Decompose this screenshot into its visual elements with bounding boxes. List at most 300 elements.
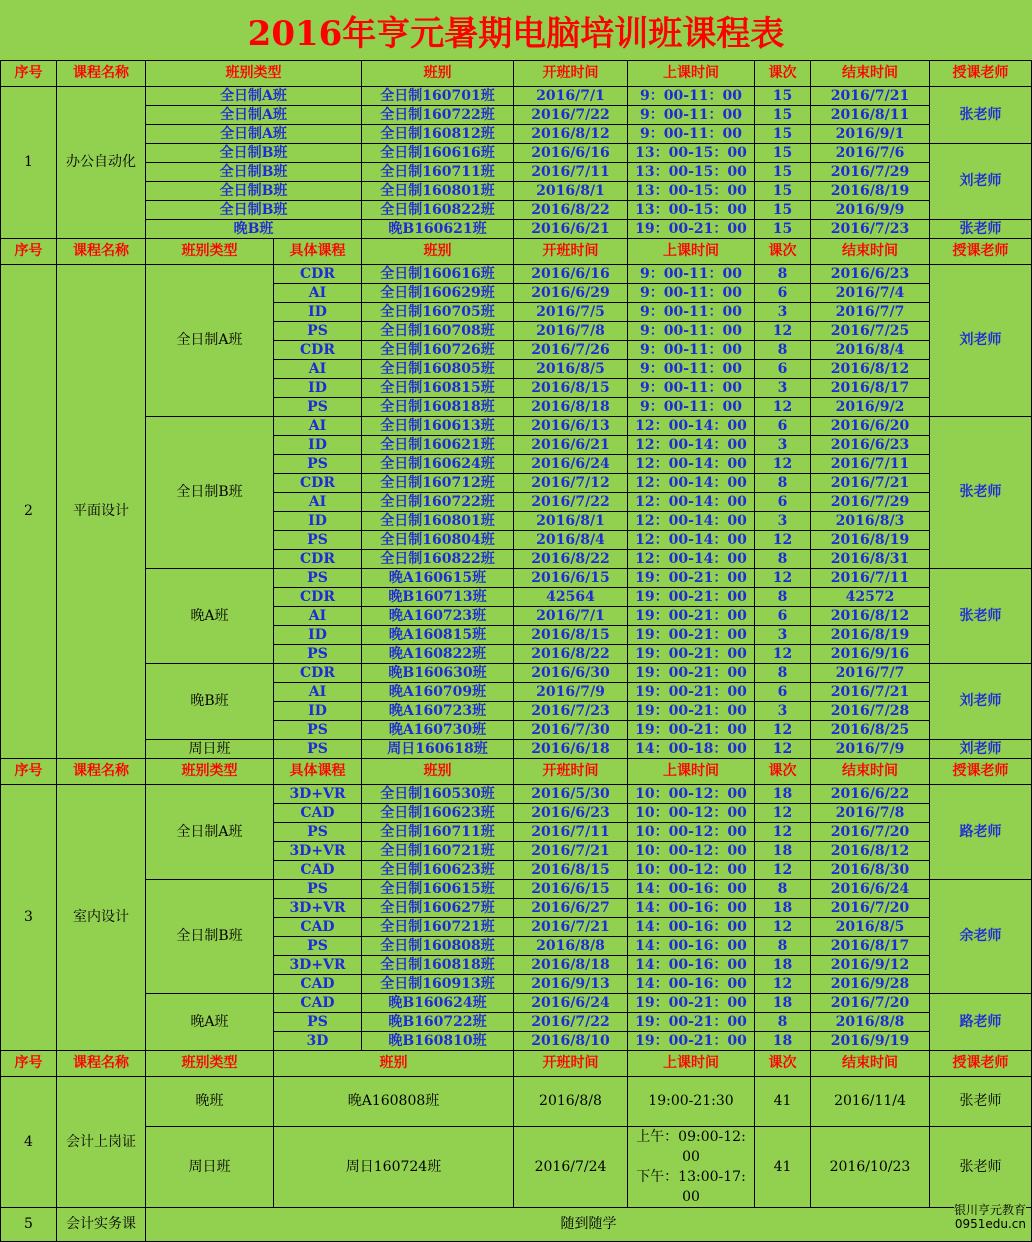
sub-course-cell: ID: [274, 436, 362, 455]
end-date-cell: 2016/8/31: [811, 550, 930, 569]
time-cell: 13：00-15：00: [628, 201, 755, 220]
class-cell: 全日制160705班: [362, 303, 514, 322]
time-cell: 14：00-16：00: [628, 937, 755, 956]
time-cell: 12：00-14：00: [628, 455, 755, 474]
time-cell: 14：00-16：00: [628, 956, 755, 975]
header-teacher: 授课老师: [930, 759, 1032, 785]
teacher-cell: 刘老师: [930, 144, 1032, 220]
start-date-cell: 2016/6/15: [514, 569, 628, 588]
end-date-cell: 2016/7/29: [811, 163, 930, 182]
header-time: 上课时间: [628, 1051, 755, 1077]
end-date-cell: 2016/7/28: [811, 702, 930, 721]
sub-course-cell: CDR: [274, 550, 362, 569]
header-course: 课程名称: [57, 61, 146, 87]
lessons-cell: 8: [755, 880, 811, 899]
end-date-cell: 2016/9/16: [811, 645, 930, 664]
class-cell: 全日制160818班: [362, 956, 514, 975]
header-course: 课程名称: [57, 1051, 146, 1077]
header-start: 开班时间: [514, 1051, 628, 1077]
time-cell: 9：00-11：00: [628, 379, 755, 398]
class-cell: 周日160724班: [274, 1127, 514, 1208]
start-date-cell: 2016/7/22: [514, 1013, 628, 1032]
header-row: [1, 239, 1032, 265]
time-cell: 10：00-12：00: [628, 804, 755, 823]
time-cell: 10：00-12：00: [628, 785, 755, 804]
sub-course-cell: CAD: [274, 918, 362, 937]
start-date-cell: 2016/6/29: [514, 284, 628, 303]
lessons-cell: 15: [755, 106, 811, 125]
table-row: [1, 265, 1032, 284]
table-row: [1, 417, 1032, 436]
table-row: [1, 1208, 1032, 1242]
class-cell: 全日制160621班: [362, 436, 514, 455]
start-date-cell: 2016/8/18: [514, 398, 628, 417]
class-cell: 晚A160730班: [362, 721, 514, 740]
sub-course-cell: CDR: [274, 265, 362, 284]
class-cell: 全日制160711班: [362, 163, 514, 182]
end-date-cell: 2016/6/22: [811, 785, 930, 804]
end-date-cell: 2016/7/20: [811, 994, 930, 1013]
end-date-cell: 2016/7/23: [811, 220, 930, 239]
start-date-cell: 2016/8/22: [514, 550, 628, 569]
time-cell: 19：00-21：00: [628, 702, 755, 721]
lessons-cell: 12: [755, 740, 811, 759]
end-date-cell: 2016/7/11: [811, 569, 930, 588]
sub-course-cell: 3D+VR: [274, 785, 362, 804]
time-cell: 9：00-11：00: [628, 322, 755, 341]
sub-course-cell: PS: [274, 721, 362, 740]
header-class-type: 班别类型: [146, 1051, 274, 1077]
end-date-cell: 2016/8/4: [811, 341, 930, 360]
sub-course-cell: CAD: [274, 975, 362, 994]
class-cell: 全日制160808班: [362, 937, 514, 956]
header-course: 课程名称: [57, 239, 146, 265]
table-row: [1, 163, 1032, 182]
header-lessons: 课次: [755, 61, 811, 87]
class-cell: 全日制160701班: [362, 87, 514, 106]
class-cell: 全日制160629班: [362, 284, 514, 303]
time-cell: 9：00-11：00: [628, 284, 755, 303]
lessons-cell: 18: [755, 899, 811, 918]
time-cell: [628, 1127, 755, 1208]
header-teacher: 授课老师: [930, 1051, 1032, 1077]
lessons-cell: 3: [755, 702, 811, 721]
start-date-cell: 2016/6/16: [514, 144, 628, 163]
lessons-cell: 12: [755, 322, 811, 341]
class-cell: 晚B160621班: [362, 220, 514, 239]
lessons-cell: 3: [755, 512, 811, 531]
lessons-cell: 15: [755, 182, 811, 201]
start-date-cell: 2016/7/11: [514, 163, 628, 182]
header-course: 课程名称: [57, 759, 146, 785]
sub-course-cell: AI: [274, 360, 362, 379]
header-end: 结束时间: [811, 239, 930, 265]
lessons-cell: 12: [755, 645, 811, 664]
time-cell: 9：00-11：00: [628, 106, 755, 125]
lessons-cell: 3: [755, 303, 811, 322]
header-time: 上课时间: [628, 61, 755, 87]
sub-course-cell: AI: [274, 493, 362, 512]
lessons-cell: 3: [755, 626, 811, 645]
start-date-cell: 2016/7/21: [514, 918, 628, 937]
lessons-cell: 6: [755, 493, 811, 512]
teacher-cell: 余老师: [930, 880, 1032, 994]
lessons-cell: 12: [755, 398, 811, 417]
class-type-cell: 全日制A班: [146, 265, 274, 417]
end-date-cell: 2016/8/5: [811, 918, 930, 937]
sub-course-cell: PS: [274, 1013, 362, 1032]
start-date-cell: 2016/7/11: [514, 823, 628, 842]
sub-course-cell: AI: [274, 683, 362, 702]
header-time: 上课时间: [628, 759, 755, 785]
sub-course-cell: PS: [274, 322, 362, 341]
lessons-cell: 15: [755, 220, 811, 239]
sub-course-cell: CDR: [274, 588, 362, 607]
sub-course-cell: CAD: [274, 994, 362, 1013]
class-cell: 周日160618班: [362, 740, 514, 759]
end-date-cell: 2016/8/8: [811, 1013, 930, 1032]
table-row: [1, 106, 1032, 125]
header-class: 班别: [274, 1051, 514, 1077]
header-row: [1, 61, 1032, 87]
teacher-cell: 张老师: [930, 1127, 1032, 1208]
lessons-cell: 15: [755, 163, 811, 182]
sub-course-cell: ID: [274, 626, 362, 645]
end-date-cell: 2016/7/21: [811, 683, 930, 702]
end-date-cell: 2016/10/23: [811, 1127, 930, 1208]
lessons-cell: 12: [755, 531, 811, 550]
class-cell: 全日制160726班: [362, 341, 514, 360]
time-cell: 9：00-11：00: [628, 398, 755, 417]
time-cell: 12：00-14：00: [628, 550, 755, 569]
time-cell: 13：00-15：00: [628, 182, 755, 201]
lessons-cell: 6: [755, 284, 811, 303]
time-cell: 10：00-12：00: [628, 823, 755, 842]
header-class-type: 班别类型: [146, 239, 274, 265]
header-class-type: 班别类型: [146, 61, 362, 87]
class-cell: 全日制160812班: [362, 125, 514, 144]
lessons-cell: 12: [755, 804, 811, 823]
header-start: 开班时间: [514, 61, 628, 87]
class-type-cell: 全日制B班: [146, 880, 274, 994]
header-teacher: 授课老师: [930, 239, 1032, 265]
time-cell: 19：00-21：00: [628, 588, 755, 607]
table-row: [1, 125, 1032, 144]
sub-course-cell: AI: [274, 417, 362, 436]
sub-course-cell: PS: [274, 823, 362, 842]
class-cell: 全日制160822班: [362, 201, 514, 220]
class-cell: 全日制160711班: [362, 823, 514, 842]
time-cell: 19：00-21：00: [628, 1013, 755, 1032]
teacher-cell: 张老师: [930, 569, 1032, 664]
time-cell: 12：00-14：00: [628, 417, 755, 436]
start-date-cell: 2016/8/5: [514, 360, 628, 379]
sub-course-cell: CDR: [274, 341, 362, 360]
class-cell: 全日制160708班: [362, 322, 514, 341]
header-seq: 序号: [1, 1051, 57, 1077]
time-cell: 19：00-21：00: [628, 645, 755, 664]
sub-course-cell: PS: [274, 740, 362, 759]
class-cell: 全日制160822班: [362, 550, 514, 569]
end-date-cell: 2016/6/24: [811, 880, 930, 899]
start-date-cell: 2016/6/23: [514, 804, 628, 823]
header-seq: 序号: [1, 239, 57, 265]
class-type-cell: 周日班: [146, 740, 274, 759]
lessons-cell: 12: [755, 569, 811, 588]
watermark-line2: 0951edu.cn: [954, 1217, 1026, 1231]
lessons-cell: 6: [755, 683, 811, 702]
lessons-cell: 15: [755, 144, 811, 163]
header-sub-course: 具体课程: [274, 239, 362, 265]
lessons-cell: 18: [755, 956, 811, 975]
end-date-cell: 2016/7/25: [811, 322, 930, 341]
class-cell: 全日制160616班: [362, 265, 514, 284]
end-date-cell: 2016/8/12: [811, 607, 930, 626]
header-seq: 序号: [1, 759, 57, 785]
class-type-cell: 全日制A班: [146, 87, 362, 106]
teacher-cell: 刘老师: [930, 265, 1032, 417]
class-cell: 晚A160723班: [362, 702, 514, 721]
start-date-cell: 2016/5/30: [514, 785, 628, 804]
table-row: [1, 1077, 1032, 1127]
sub-course-cell: PS: [274, 569, 362, 588]
time-cell: 14：00-16：00: [628, 880, 755, 899]
lessons-cell: 8: [755, 550, 811, 569]
table-row: [1, 1127, 1032, 1208]
lessons-cell: 8: [755, 265, 811, 284]
end-date-cell: 42572: [811, 588, 930, 607]
class-type-cell: 晚A班: [146, 994, 274, 1051]
table-row: [1, 87, 1032, 106]
lessons-cell: 15: [755, 87, 811, 106]
end-date-cell: 2016/9/28: [811, 975, 930, 994]
sub-course-cell: PS: [274, 645, 362, 664]
schedule-body: [1, 61, 1032, 1242]
header-end: 结束时间: [811, 1051, 930, 1077]
start-date-cell: 2016/7/24: [514, 1127, 628, 1208]
class-cell: 全日制160721班: [362, 842, 514, 861]
class-type-cell: 全日制B班: [146, 163, 362, 182]
end-date-cell: 2016/8/12: [811, 360, 930, 379]
page-title: 2016年亨元暑期电脑培训班课程表: [247, 13, 785, 54]
teacher-cell: 路老师: [930, 994, 1032, 1051]
lessons-cell: 8: [755, 474, 811, 493]
sub-course-cell: CAD: [274, 861, 362, 880]
start-date-cell: 2016/7/5: [514, 303, 628, 322]
start-date-cell: 2016/8/15: [514, 861, 628, 880]
sub-course-cell: 3D+VR: [274, 899, 362, 918]
teacher-cell: 张老师: [930, 1077, 1032, 1127]
time-cell: 14：00-16：00: [628, 975, 755, 994]
time-cell: 12：00-14：00: [628, 474, 755, 493]
table-row: [1, 144, 1032, 163]
sub-course-cell: AI: [274, 284, 362, 303]
time-cell: 9：00-11：00: [628, 341, 755, 360]
start-date-cell: 2016/7/22: [514, 106, 628, 125]
course-name: 会计上岗证: [57, 1077, 146, 1208]
class-cell: 全日制160712班: [362, 474, 514, 493]
time-cell: 12：00-14：00: [628, 512, 755, 531]
header-class: 班别: [362, 239, 514, 265]
lessons-cell: 15: [755, 125, 811, 144]
teacher-cell: 张老师: [930, 87, 1032, 144]
header-lessons: 课次: [755, 759, 811, 785]
header-lessons: 课次: [755, 1051, 811, 1077]
end-date-cell: 2016/8/30: [811, 861, 930, 880]
seq-cell: 5: [1, 1208, 57, 1242]
seq-cell: 2: [1, 265, 57, 759]
end-date-cell: 2016/8/19: [811, 626, 930, 645]
start-date-cell: 2016/7/1: [514, 607, 628, 626]
header-end: 结束时间: [811, 61, 930, 87]
class-cell: 晚B160630班: [362, 664, 514, 683]
class-cell: 晚A160808班: [274, 1077, 514, 1127]
sub-course-cell: 3D: [274, 1032, 362, 1051]
table-row: [1, 220, 1032, 239]
time-cell: 14：00-18：00: [628, 740, 755, 759]
class-type-cell: 全日制A班: [146, 106, 362, 125]
time-cell: 19:00-21:30: [628, 1077, 755, 1127]
class-type-cell: 全日制B班: [146, 144, 362, 163]
start-date-cell: 2016/8/10: [514, 1032, 628, 1051]
header-sub-course: 具体课程: [274, 759, 362, 785]
time-cell: 9：00-11：00: [628, 303, 755, 322]
start-date-cell: 2016/8/15: [514, 379, 628, 398]
watermark-line1: 银川亨元教育: [953, 1203, 1026, 1217]
class-cell: 晚A160723班: [362, 607, 514, 626]
course-name: 室内设计: [57, 785, 146, 1051]
sub-course-cell: CDR: [274, 474, 362, 493]
lessons-cell: 12: [755, 918, 811, 937]
sub-course-cell: 3D+VR: [274, 842, 362, 861]
time-cell: 19：00-21：00: [628, 569, 755, 588]
class-type-cell: 全日制B班: [146, 417, 274, 569]
class-cell: 全日制160805班: [362, 360, 514, 379]
class-cell: 全日制160616班: [362, 144, 514, 163]
sub-course-cell: PS: [274, 880, 362, 899]
end-date-cell: 2016/8/19: [811, 182, 930, 201]
lessons-cell: 3: [755, 436, 811, 455]
class-cell: 晚A160709班: [362, 683, 514, 702]
class-cell: 全日制160624班: [362, 455, 514, 474]
start-date-cell: 2016/8/18: [514, 956, 628, 975]
start-date-cell: 2016/8/4: [514, 531, 628, 550]
class-cell: 晚B160624班: [362, 994, 514, 1013]
end-date-cell: 2016/7/11: [811, 455, 930, 474]
time-cell: 19：00-21：00: [628, 1032, 755, 1051]
start-date-cell: 2016/7/26: [514, 341, 628, 360]
time-cell: 9：00-11：00: [628, 87, 755, 106]
header-start: 开班时间: [514, 759, 628, 785]
sub-course-cell: PS: [274, 455, 362, 474]
end-date-cell: 2016/7/6: [811, 144, 930, 163]
lessons-cell: 41: [755, 1127, 811, 1208]
start-date-cell: 2016/7/22: [514, 493, 628, 512]
time-cell: 19：00-21：00: [628, 664, 755, 683]
end-date-cell: 2016/7/7: [811, 664, 930, 683]
sub-course-cell: 3D+VR: [274, 956, 362, 975]
end-date-cell: 2016/7/4: [811, 284, 930, 303]
class-cell: 全日制160804班: [362, 531, 514, 550]
start-date-cell: 2016/8/1: [514, 512, 628, 531]
end-date-cell: 2016/9/19: [811, 1032, 930, 1051]
start-date-cell: 2016/7/12: [514, 474, 628, 493]
class-cell: 全日制160530班: [362, 785, 514, 804]
class-type-cell: 全日制A班: [146, 785, 274, 880]
end-date-cell: 2016/6/23: [811, 265, 930, 284]
sub-course-cell: ID: [274, 702, 362, 721]
start-date-cell: 2016/6/30: [514, 664, 628, 683]
class-cell: 全日制160815班: [362, 379, 514, 398]
table-row: [1, 201, 1032, 220]
time-cell: 19：00-21：00: [628, 994, 755, 1013]
start-date-cell: 2016/8/8: [514, 937, 628, 956]
time-pm: 下午：13:00-17:00: [636, 1169, 746, 1205]
header-class: 班别: [362, 759, 514, 785]
time-cell: 12：00-14：00: [628, 493, 755, 512]
table-row: [1, 569, 1032, 588]
class-type-cell: 晚B班: [146, 220, 362, 239]
table-row: [1, 785, 1032, 804]
seq-cell: 3: [1, 785, 57, 1051]
sub-course-cell: AI: [274, 607, 362, 626]
end-date-cell: 2016/7/7: [811, 303, 930, 322]
time-cell: 10：00-12：00: [628, 842, 755, 861]
lessons-cell: 12: [755, 975, 811, 994]
start-date-cell: 2016/8/22: [514, 201, 628, 220]
time-cell: 14：00-16：00: [628, 899, 755, 918]
teacher-cell: 路老师: [930, 785, 1032, 880]
time-cell: 13：00-15：00: [628, 163, 755, 182]
seq-cell: 1: [1, 87, 57, 239]
sub-course-cell: PS: [274, 937, 362, 956]
note-cell: 随到随学: [146, 1208, 1032, 1242]
class-type-cell: 晚A班: [146, 569, 274, 664]
lessons-cell: 12: [755, 861, 811, 880]
start-date-cell: 2016/6/21: [514, 220, 628, 239]
lessons-cell: 18: [755, 994, 811, 1013]
table-row: [1, 664, 1032, 683]
lessons-cell: 6: [755, 607, 811, 626]
class-cell: 晚B160722班: [362, 1013, 514, 1032]
end-date-cell: 2016/8/19: [811, 531, 930, 550]
class-cell: 晚B160713班: [362, 588, 514, 607]
lessons-cell: 8: [755, 341, 811, 360]
class-type-cell: 全日制B班: [146, 201, 362, 220]
start-date-cell: 2016/7/21: [514, 842, 628, 861]
lessons-cell: 41: [755, 1077, 811, 1127]
time-cell: 19：00-21：00: [628, 721, 755, 740]
time-am: 上午：09:00-12:00: [636, 1129, 746, 1165]
class-cell: 晚A160615班: [362, 569, 514, 588]
teacher-cell: 张老师: [930, 417, 1032, 569]
class-type-cell: 全日制B班: [146, 182, 362, 201]
teacher-cell: 刘老师: [930, 664, 1032, 740]
start-date-cell: 2016/7/1: [514, 87, 628, 106]
class-cell: 全日制160615班: [362, 880, 514, 899]
start-date-cell: 2016/6/24: [514, 455, 628, 474]
time-cell: 13：00-15：00: [628, 144, 755, 163]
time-cell: 19：00-21：00: [628, 220, 755, 239]
header-start: 开班时间: [514, 239, 628, 265]
time-cell: 19：00-21：00: [628, 607, 755, 626]
header-time: 上课时间: [628, 239, 755, 265]
end-date-cell: 2016/7/20: [811, 823, 930, 842]
start-date-cell: 2016/8/12: [514, 125, 628, 144]
class-cell: 全日制160801班: [362, 512, 514, 531]
time-cell: 12：00-14：00: [628, 436, 755, 455]
end-date-cell: 2016/9/9: [811, 201, 930, 220]
